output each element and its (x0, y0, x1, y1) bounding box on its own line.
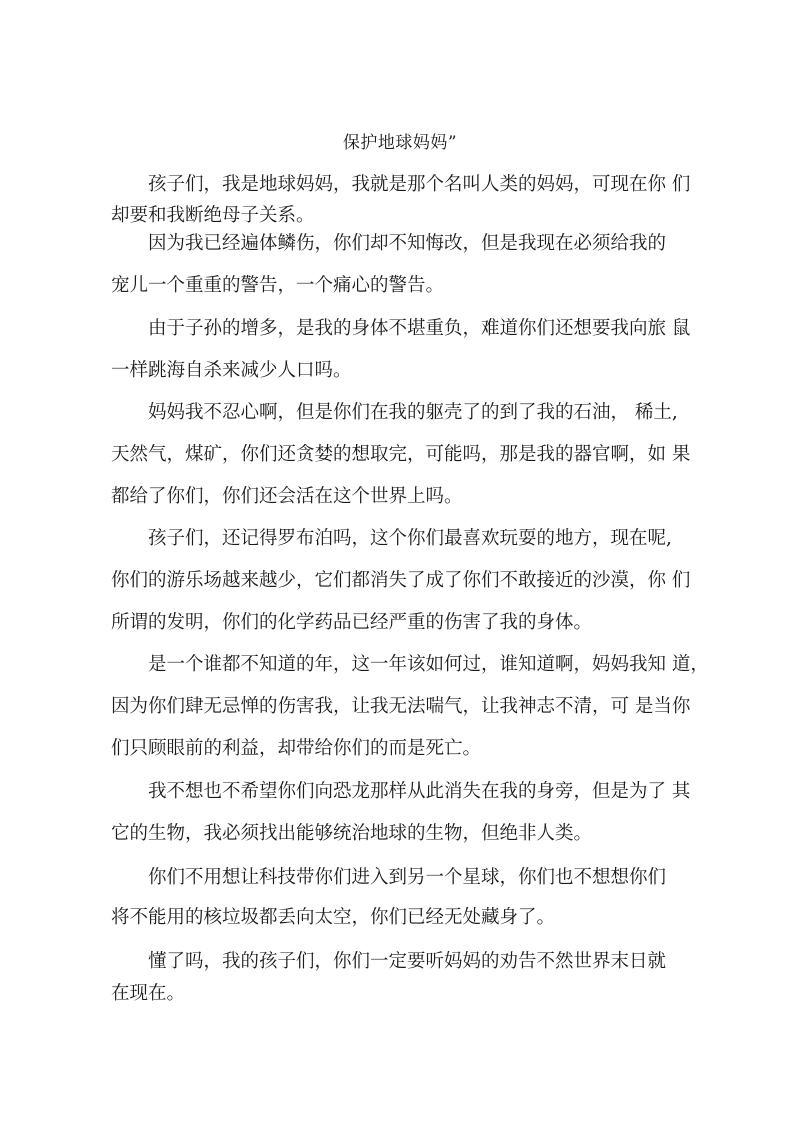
document-title: 保护地球妈妈” (342, 133, 458, 153)
text-line: 将不能用的核垃圾都丢向太空，你们已经无处藏身了。 (111, 907, 556, 928)
text-line: 孩子们，我是地球妈妈，我就是那个名叫人类的妈妈，可现在你 们 (148, 174, 691, 195)
text-line: 一样跳海自杀来减少人口吗。 (111, 360, 352, 381)
text-line: 所谓的发明，你们的化学药品已经严重的伤害了我的身体。 (111, 612, 593, 633)
text-line: 天然气，煤矿，你们还贪婪的想取完，可能吗，那是我的器官啊，如 果 (111, 444, 691, 465)
text-line: 我不想也不希望你们向恐龙那样从此消失在我的身旁，但是为了 其 (148, 781, 691, 802)
text-line: 懂了吗，我的孩子们，你们一定要听妈妈的劝告不然世界末日就 (148, 951, 667, 972)
text-line: 由于子孙的增多，是我的身体不堪重负，难道你们还想要我向旅 鼠 (148, 318, 691, 339)
text-line: 宠儿一个重重的警告，一个痛心的警告。 (111, 275, 445, 296)
text-line: 们只顾眼前的利益，却带给你们的而是死亡。 (111, 738, 482, 759)
text-line: 妈妈我不忍心啊，但是你们在我的躯壳了的到了我的石油， 稀土, (148, 402, 678, 423)
text-line: 你们的游乐场越来越少，它们都消失了成了你们不敢接近的沙漠，你 们 (111, 570, 691, 591)
text-line: 都给了你们，你们还会活在这个世界上吗。 (111, 486, 463, 507)
text-line: 却要和我断绝母子关系。 (111, 205, 315, 226)
text-line: 是一个谁都不知道的年，这一年该如何过，谁知道啊，妈妈我知 道， (148, 654, 709, 675)
text-line: 在现在。 (111, 983, 186, 1004)
text-line: 你们不用想让科技带你们进入到另一个星球，你们也不想想你们 (148, 867, 667, 888)
text-line: 孩子们，还记得罗布泊吗，这个你们最喜欢玩耍的地方，现在呢, (148, 528, 672, 549)
text-line: 因为你们肆无忌惮的伤害我，让我无法喘气，让我神志不清，可 是当你 (111, 696, 691, 717)
text-line: 因为我已经遍体鳞伤，你们却不知悔改，但是我现在必须给我的 (148, 233, 667, 254)
text-line: 它的生物，我必须找出能够统治地球的生物，但绝非人类。 (111, 823, 593, 844)
